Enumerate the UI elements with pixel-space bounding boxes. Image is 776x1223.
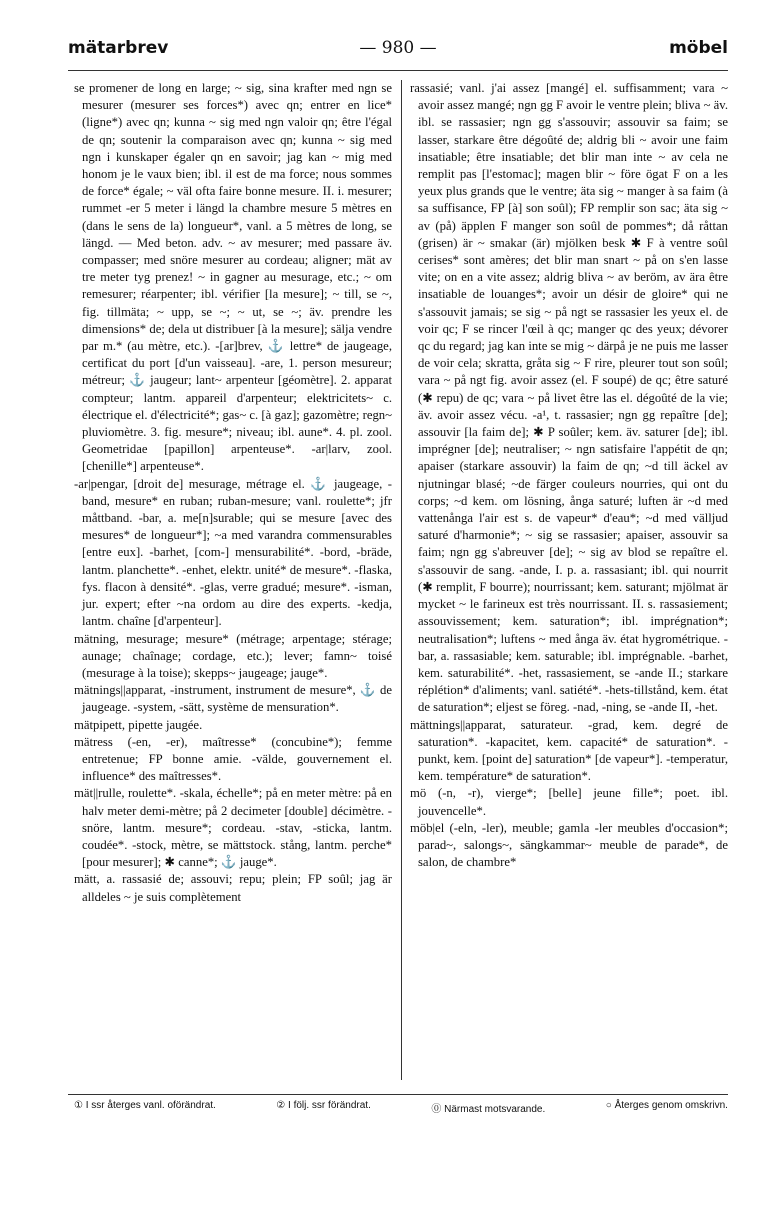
entry-paragraph: mätress (-en, -er), maîtresse* (concubine*); femme entretenue; FP bonne amie. -välde, gouvernement el. influence* des maîtresses*.: [74, 734, 392, 784]
entry-paragraph: mö (-n, -r), vierge*; [belle] jeune fille*; poet. ibl. jouvencelle*.: [410, 786, 728, 818]
entry-paragraph: se promener de long en large; ~ sig, sina krafter med ngn se mesurer (mesurer ses forces*) avec qn; entrer en lice* (ligne*) avec qn; kunna ~ sig med ngn valoir qn; être l'égal de qn; soutenir la comparaison avec qn; kunna ~ sig med ngn i kunskaper égaler qn en savoir; jag kan ~ mig med honom je le vaux bien; ibl. il est de ma force; nous sommes de force* égale; ~ väl ofta faire bonne mesure. II. i. mesurer; rummet -er 5 meter i längd la chambre mesure 5 mètres en (dans le sens de la) longueur*, vanl. a 5 mètres de long, se längd. — Med beton. adv. ~ av mesurer; med passare äv. compasser; med snöre mesurer au cordeau; aligner; mät av tre meter tyg prenez! ~ in gagner au mesurage, etc.; ~ om remesurer; réarpenter; ibl. vérifier [la mesure]; ~ till, se ~, fig. tillmäta; ~ upp, se ~; ~ ut, se ~; äv. prendre les dimensions* de; dela ut distribuer [à la mesure]; sälja vendre par m.* (au mètre, etc.). -[ar]brev, ⚓ lettre* de jaugeage, certificat du port [d'un vaisseau]. -are, 1. person mesureur; métreur; ⚓ jaugeur; lant~ arpenteur [géomètre]. 2. apparat compteur; lantm. appareil d'arpenteur; elektricitets~ c. électrique el. d'électricité*; gas~ c. [à gaz]; gazomètre; regn~ pluviomètre. 3. fig. mesure*; niveau; ibl. aune*. 4. pl. zool. Geometridae [papillon] arpenteuse*. -ar|larv, zool. [chenille*] arpenteuse*.: [74, 81, 392, 474]
entry-paragraph: mätning, mesurage; mesure* (métrage; arpentage; stérage; aunage; chaînage; cordage, etc.); lever; famn~ toisé (mesurage à la toise); skepps~ jaugeage; jauge*.: [74, 631, 392, 680]
footer-note: ⓪ Närmast motsvarande.: [431, 1104, 546, 1115]
footer-note: ① I ssr återges vanl. oförändrat.: [74, 1100, 216, 1111]
entry-paragraph: mät||rulle, roulette*. -skala, échelle*; på en meter mètre: på en halv meter demi-mètre; på 2 decimeter [double] décimètre. -snöre, lantm. mesure*; cordeau. -stav, -sticka, lantm. coudée*. -stock, mètre, se mättstock. stång, lantm. perche* [pour mesurer]; ✱ canne*; ⚓ jauge*.: [74, 786, 392, 870]
header-left-word: mätarbrev: [68, 38, 169, 58]
entry-paragraph: rassasié; vanl. j'ai assez [mangé] el. suffisamment; vara ~ avoir assez mangé; ngn gg F avoir le ventre plein; bliva ~ äv. ibl. se rassasier; ngn gg s'assouvir; assouvir sa faim; se lasser, starkare être dégoûté de; aldrig bli ~ avoir une faim insatiable; être insatiable; det blir man inte ~ av cela ne remplit pas [l'estomac]; magen blir ~ före ögat F on a les yeux plus grands que le ventre; äta sig ~ manger à sa faim (à sa suffisance, FP [à] son soûl); FP remplir son sac; äta sig ~ av (på) äpplen F manger son soûl de pommes*; då råttan (grisen) är ~ smakar (är) mjölken besk ✱ F à ventre soûl cerises* sont amères; det blir man snart ~ på on s'en lasse vite; on en a vite assez; aldrig bliva ~ av beröm, av ära être insatiable de louanges*; avoir un désir de gloire* qui ne s'assouvit jamais; se sig ~ på ngt se rassasier les yeux el. de voir qc; F se rincer l'œil à qc; manger qc des yeux; dévorer qc du regard; jag kan inte se mig ~ därpå je ne puis me lasser de voir cela; skratta, gråta sig ~ F rire, pleurer tout son soûl; vara ~ på ngt fig. avoir assez (el. F soupé) de qc; être saturé (✱ repu) de qc; vara ~ på livet être las el. dégoûté de la vie; äv. avoir assez vécu. -a¹, t. rassasier; ngn gg repaître [de]; assouvir [la faim de]; ✱ P soûler; kem. äv. saturer [de]; ibl. imprégner [de]; neutraliser; ~ ngn satisfaire l'appétit de qn; apaiser (starkare assouvir) la faim de qn; ~d till äckel av njutningar blasé; ~de färger couleurs nourries, qui ont du corps; ~d kem. om lösning, ånga saturé; luften är ~d med vattenånga l'air est s. de vapeur* d'eau*; ~d med välljud saturé d'harmonie*; ~ sig se rassasier; apaiser, assouvir sa faim; ngn gg s'abreuver [de]; ~ sig av blod se repaître el. s'assouvir de sang. -ande, I. p. a. rassasiant; ibl. qui nourrit (✱ remplit, F bourre); nourrissant; kem. saturant; mjölmat är mycket ~ le farineux est très nourrissant. II. s. rassasiement; assouvissement; kem. saturation*; ibl. imprégnation*; neutralisation*; luftens ~ med ånga äv. état hygrométrique. -bar, a. rassasiable; kem. saturable; ibl. imprégnable. -barhet, kem. saturabilité*. -het, rassasiement, se -ande II.; starkare réplétion* d'aliments; vanl. satiété*. -hets-tillstånd, kem. état de saturation*; eljest se föreg. -nad, -ning, se -ande II, -het.: [410, 81, 728, 715]
entry-paragraph: mätpipett, pipette jaugée.: [74, 717, 203, 732]
footer-note: ② I följ. ssr förändrat.: [276, 1100, 371, 1111]
left-column: [74, 80, 392, 1080]
footer-legend: [74, 1100, 728, 1122]
page-number: — 980 —: [359, 38, 437, 58]
footer-note: ○ Återges genom omskrivn.: [605, 1100, 728, 1111]
right-column: [410, 80, 728, 1080]
header-rule: [68, 70, 728, 71]
entry-paragraph: mättnings||apparat, saturateur. -grad, kem. degré de saturation*. -kapacitet, kem. capacité* de saturation*. -punkt, kem. [point de] saturation* [de vapeur*]. -temperatur, kem. température* de saturation*.: [410, 717, 728, 784]
column-divider: [401, 80, 402, 1080]
entry-paragraph: -ar|pengar, [droit de] mesurage, métrage el. ⚓ jaugeage, -band, mesure* en ruban; ruban-mesure; vanl. roulette*; jfr måttband. -bar, a. me[n]surable; qui se mesure [avec des mesures* de longueur*]; ~a med varandra commensurables [entre eux]. -barhet, [com-] mensurabilité*. -bord, -bräde, lantm. planchette*. -enhet, elektr. unité* de mesure*. -flaska, fys. flacon à densité*. -glas, verre gradué; mesure*. -isman, jur. expert; efter ~na ordom au dire des experts. -kedja, lantm. chaîne [d'arpenteur].: [74, 476, 392, 629]
header-right-word: möbel: [669, 38, 728, 58]
entry-paragraph: möb|el (-eln, -ler), meuble; gamla -ler meubles d'occasion*; parad~, salongs~, sängkammar~ meuble de parade*, de salon, de chambre*: [410, 820, 728, 870]
entry-paragraph: mätnings||apparat, -instrument, instrument de mesure*, ⚓ de jaugeage. -system, -sätt, système de mensuration*.: [74, 683, 392, 715]
page-header: [68, 38, 728, 68]
entry-paragraph: mätt, a. rassasié de; assouvi; repu; plein; FP soûl; jag är alldeles ~ je suis complètement: [74, 872, 392, 904]
footer-rule: [68, 1094, 728, 1095]
